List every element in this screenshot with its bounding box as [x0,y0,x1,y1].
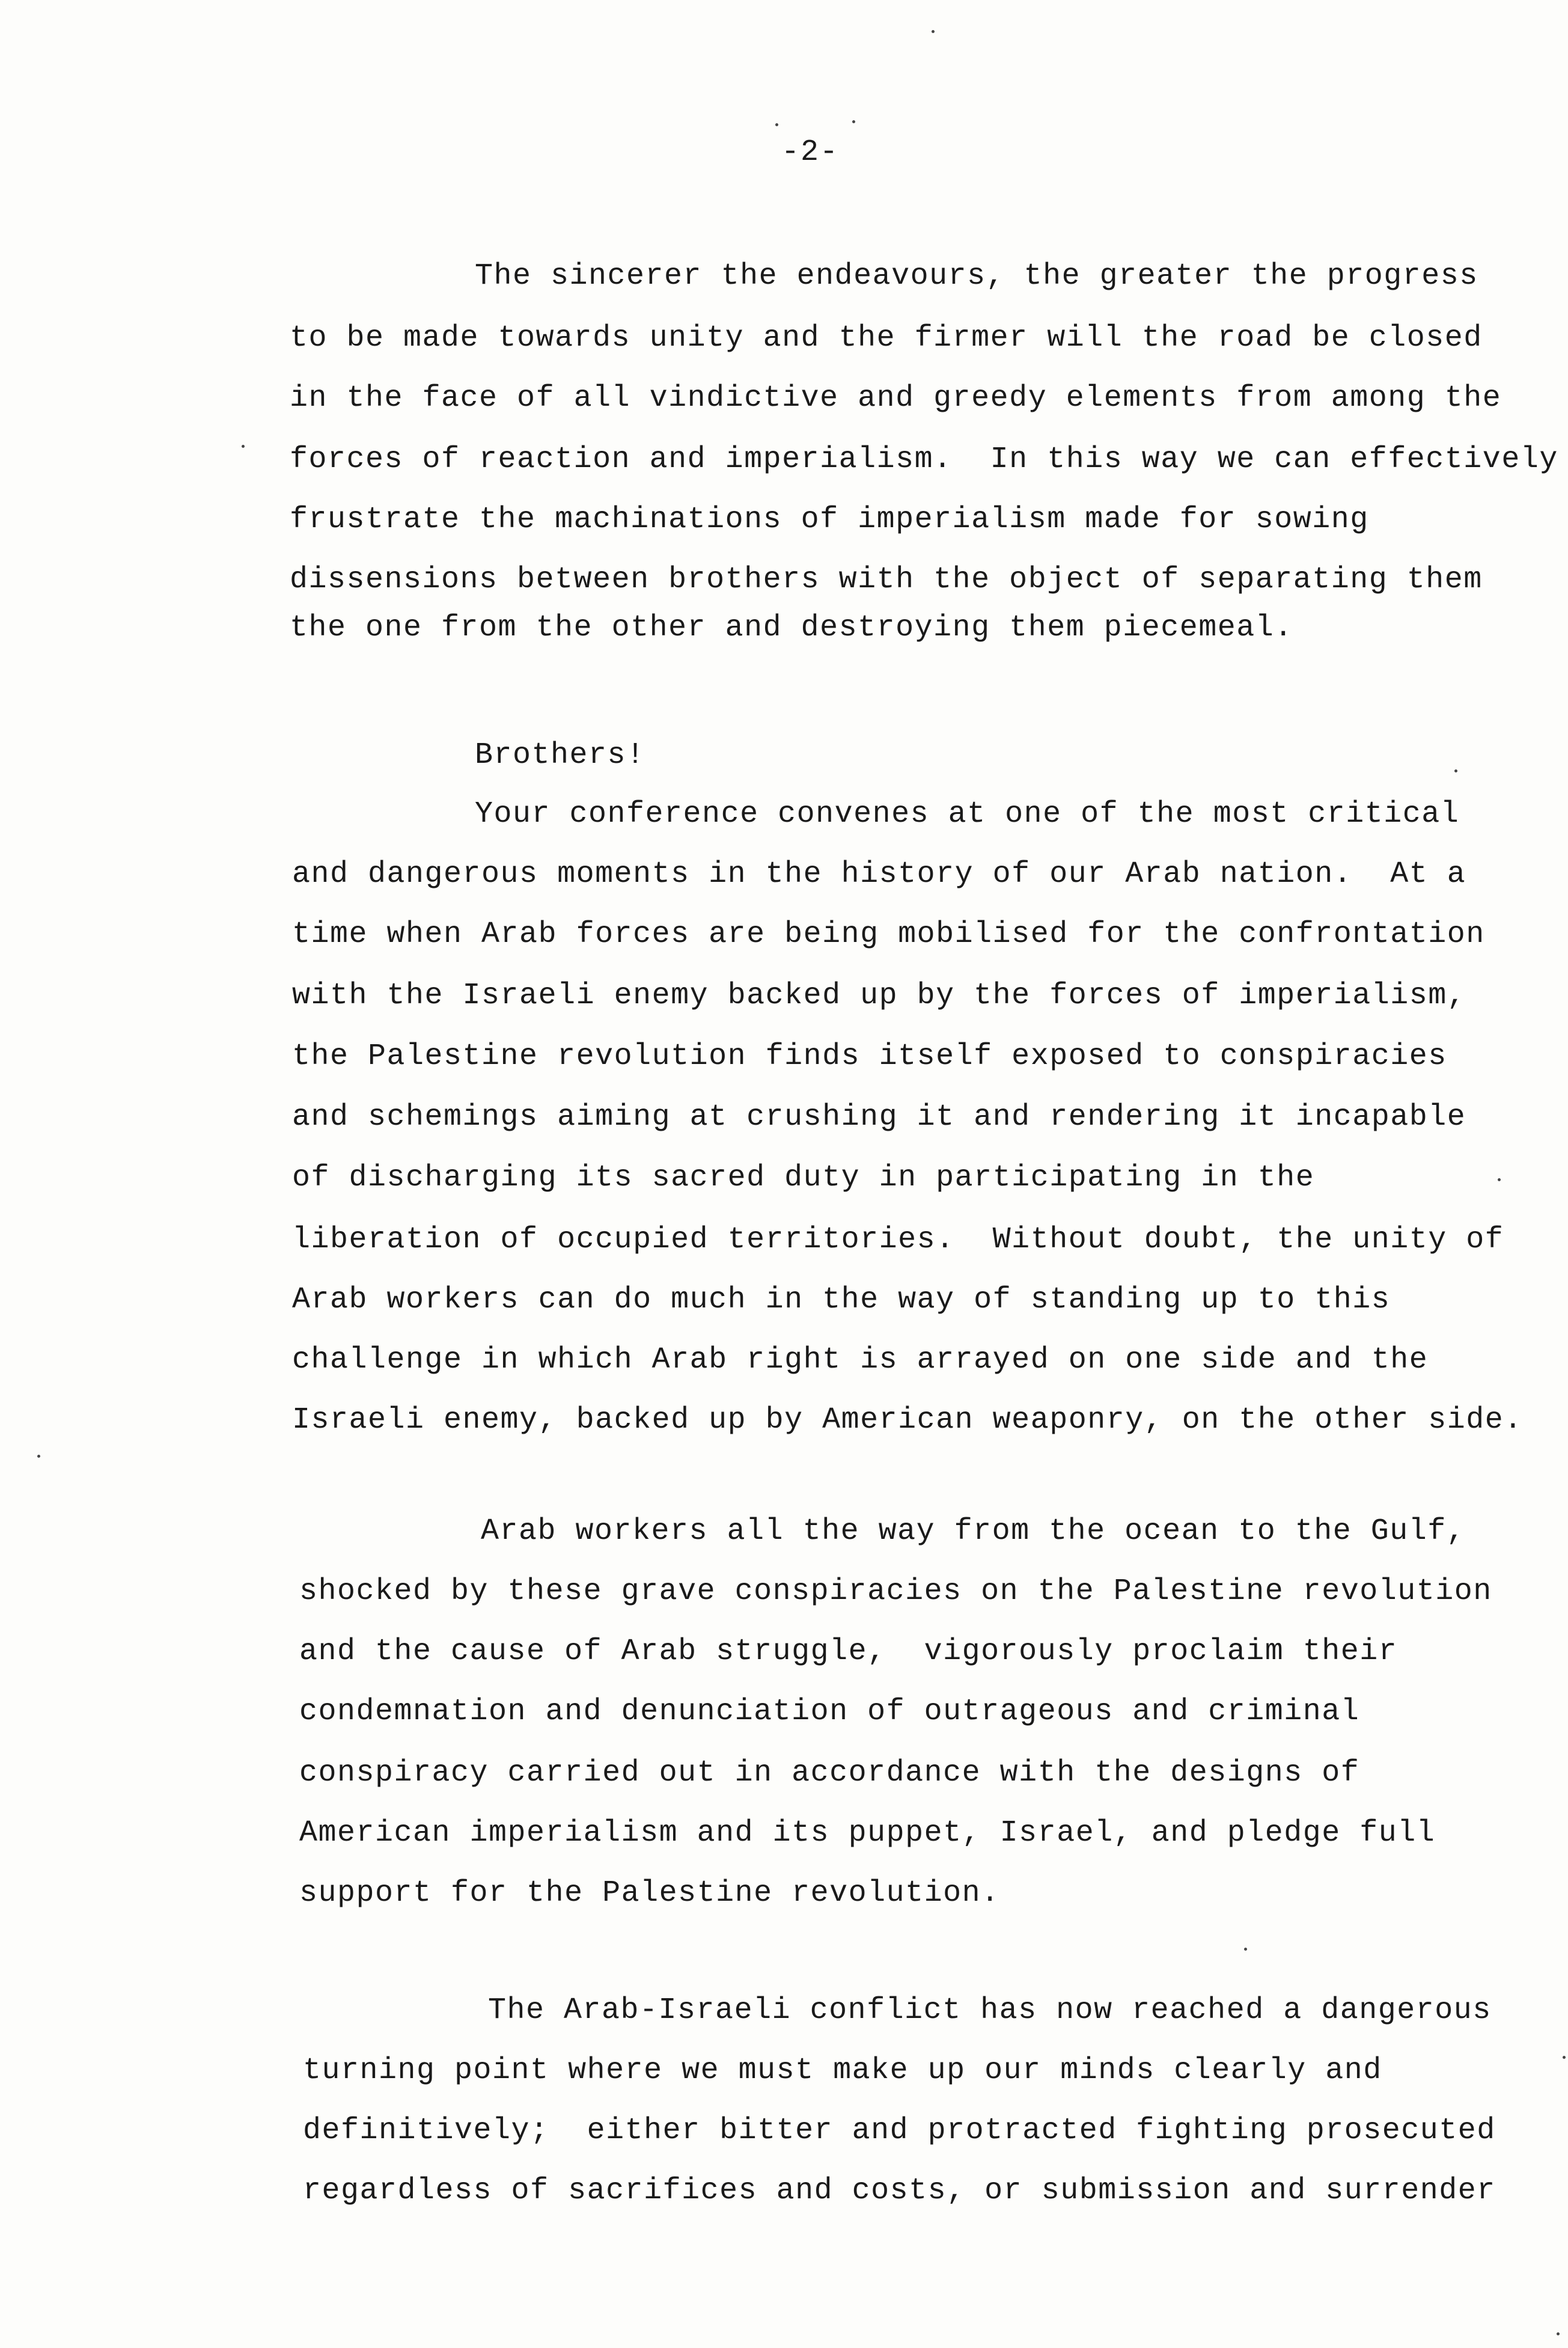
text-line: The Arab-Israeli conflict has now reached a dangerous [488,1993,1492,2028]
text-line: Your conference convenes at one of the most critical [475,797,1460,831]
scan-speck [852,120,855,123]
text-line: American imperialism and its puppet, Israel, and pledge full [299,1816,1436,1850]
scan-speck [1244,1948,1247,1951]
page-number: -2- [781,135,840,170]
text-line: Arab workers all the way from the ocean to the Gulf, [481,1514,1466,1549]
text-line: liberation of occupied territories. Without doubt, the unity of [292,1223,1504,1257]
scan-speck [775,123,778,126]
text-line: The sincerer the endeavours, the greater the progress [475,259,1478,293]
scan-speck [37,1455,40,1458]
text-line: in the face of all vindictive and greedy elements from among the [290,381,1502,415]
salutation: Brothers! [475,738,645,772]
scan-speck [242,445,245,448]
text-line: shocked by these grave conspiracies on the Palestine revolution [299,1574,1492,1609]
text-line: support for the Palestine revolution. [299,1876,1000,1910]
scan-speck [1563,2056,1566,2059]
text-line: frustrate the machinations of imperialism made for sowing [290,503,1369,537]
text-line: the Palestine revolution finds itself exposed to conspiracies [292,1039,1447,1074]
text-line: conspiracy carried out in accordance with the designs of [299,1756,1360,1790]
scan-speck [1557,2332,1560,2335]
text-line: forces of reaction and imperialism. In this way we can effectively [290,442,1558,477]
text-line: with the Israeli enemy backed up by the forces of imperialism, [292,979,1466,1013]
text-line: and schemings aiming at crushing it and rendering it incapable [292,1100,1466,1134]
text-line: definitively; either bitter and protracted fighting prosecuted [303,2114,1496,2148]
scan-speck [932,30,935,33]
text-line: and dangerous moments in the history of our Arab nation. At a [292,857,1466,891]
scan-speck [1454,769,1457,772]
text-line: of discharging its sacred duty in participating in the [292,1161,1315,1195]
text-line: and the cause of Arab struggle, vigorously proclaim their [299,1634,1398,1669]
text-line: challenge in which Arab right is arrayed on one side and the [292,1343,1429,1377]
text-line: condemnation and denunciation of outrageous and criminal [299,1695,1360,1729]
text-line: the one from the other and destroying them piecemeal. [290,611,1293,645]
text-line: Arab workers can do much in the way of standing up to this [292,1283,1391,1317]
text-line: dissensions between brothers with the object of separating them [290,563,1483,597]
scan-speck [1498,1178,1501,1181]
text-line: time when Arab forces are being mobilised for the confrontation [292,917,1485,952]
text-line: turning point where we must make up our minds clearly and [303,2053,1382,2088]
text-line: Israeli enemy, backed up by American weaponry, on the other side. [292,1403,1523,1437]
text-line: regardless of sacrifices and costs, or submission and surrender [303,2174,1496,2208]
text-line: to be made towards unity and the firmer will the road be closed [290,321,1483,355]
